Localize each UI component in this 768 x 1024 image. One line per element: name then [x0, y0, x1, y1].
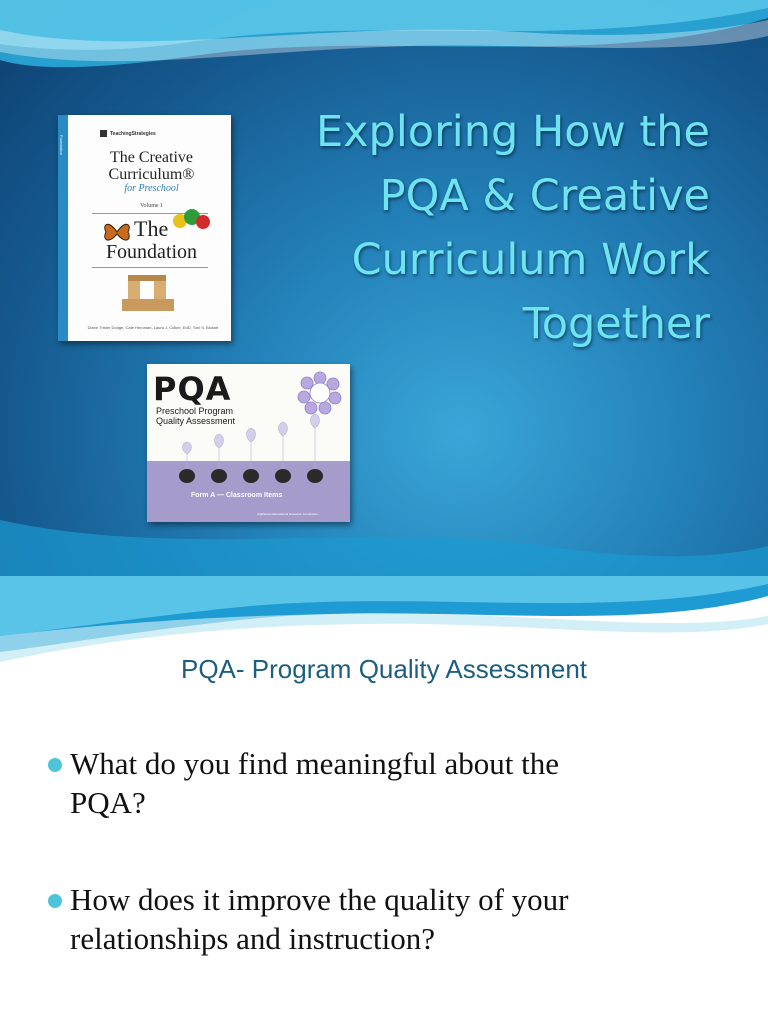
pqa-logo: PQA [153, 370, 232, 408]
sprouts-icon [167, 414, 337, 486]
publisher-logo-icon [100, 130, 107, 137]
slide-2-title: PQA- Program Quality Assessment [180, 654, 588, 684]
bullet-icon [48, 894, 62, 908]
cc-publisher: TeachingStrategies [110, 131, 156, 137]
pqa-subtitle-line-2: Quality Assessment [156, 416, 236, 426]
bullet-icon [48, 758, 62, 772]
title-line-4: Together [522, 299, 710, 349]
title-line-1: Exploring How the [315, 107, 710, 157]
cc-rule-bottom [92, 267, 208, 268]
bullet-1-line-2: PQA? [70, 785, 146, 820]
bullet-item [48, 744, 728, 822]
cc-title-line-1: The Creative [109, 149, 194, 166]
cc-title-line-3: for Preschool [124, 183, 179, 194]
cc-foundation: Foundation [105, 241, 198, 263]
title-line-3: Curriculum Work [351, 235, 710, 285]
toy-balls-icon [170, 207, 214, 231]
bullet-1-line-1: What do you find meaningful about the [70, 746, 559, 781]
cc-title-line-2: Curriculum® [108, 166, 195, 183]
title-line-2: PQA & Creative [379, 171, 710, 221]
spine-text: Foundation [59, 135, 64, 156]
pqa-publisher: HighScope Educational Research Foundation [257, 512, 318, 516]
pqa-form-label: Form A — Classroom Items [191, 492, 283, 499]
bullet-list [48, 744, 728, 1016]
bullet-item [48, 880, 728, 958]
slide-2-wave-decoration [0, 576, 768, 666]
cc-authors: Diane Trister Dodge, Cate Heroman, Laura J. Colker, EdD, Toni S. Bickart [87, 325, 219, 330]
creative-curriculum-book-cover [58, 115, 231, 341]
bullet-2-line-2: relationships and instruction? [70, 921, 436, 956]
slide-1-title [270, 100, 710, 356]
flower-icon [297, 370, 343, 416]
cc-volume: Volume 1 [139, 203, 164, 209]
pqa-book-cover [147, 364, 350, 522]
cc-the: The [134, 216, 169, 241]
pqa-subtitle-line-1: Preschool Program [156, 406, 234, 416]
book-spine [58, 115, 68, 341]
wooden-blocks-icon [118, 275, 178, 315]
bullet-2-line-1: How does it improve the quality of your [70, 882, 569, 917]
